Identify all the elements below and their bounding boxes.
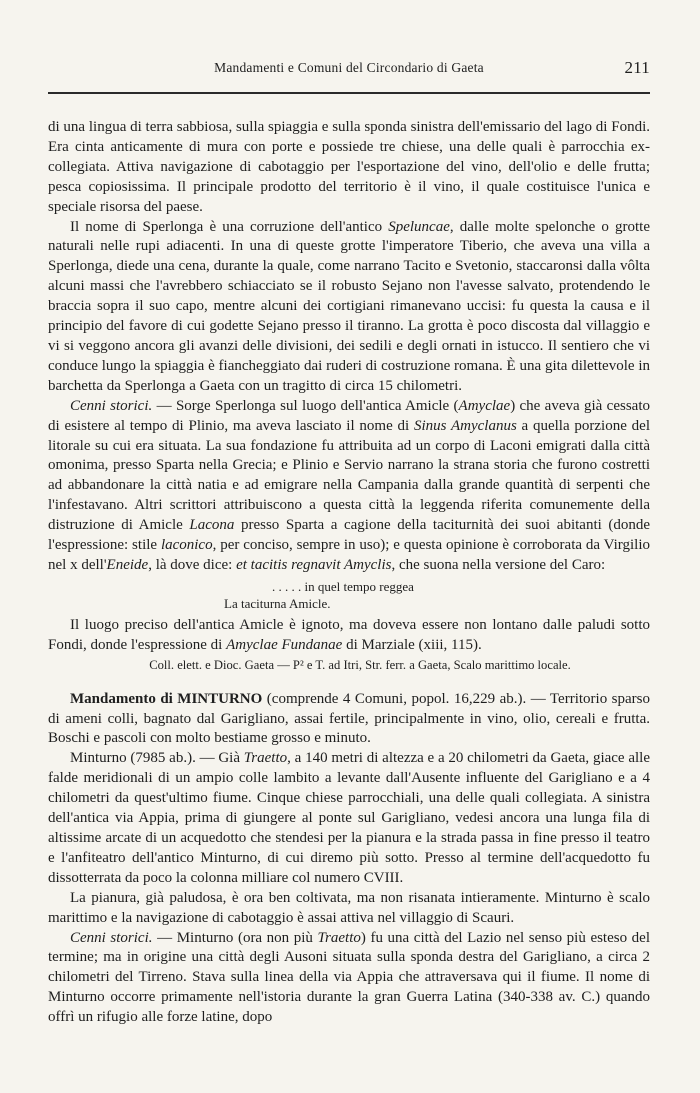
italic-term: Traetto	[317, 929, 361, 946]
section-gap	[48, 674, 650, 690]
text-run: a quella porzione del litorale su cui era situata. La sua fondazione fu attribuita ad un corpo di Laconi emigrati dalla città omonima, presso Sparta nella Grecia; e Plinio e Servio narrano la strana storia che furono costretti ad abbandonare la città natia e ad emigrare nella Campania dalla grande quantità di serpenti che l'infestavano. Altri scrittori attribuiscono a questa città la leggenda riferita comunemente della distruzione di Amicle	[48, 417, 650, 534]
paragraph-sperlonga-history	[48, 397, 650, 576]
header-rule	[48, 92, 650, 94]
verse-quote	[48, 578, 650, 612]
section-lead-italic: Cenni storici.	[70, 397, 153, 414]
text-run: ) che aveva già cessato di esistere al tempo di Plinio, ma aveva lasciato il nome di	[48, 397, 650, 434]
text-run: presso Sparta a cagione della taciturnità dei suoi abitanti (donde l'espressione: stile	[48, 517, 651, 554]
text-run: , che suona nella versione del Caro:	[391, 556, 606, 573]
text-run: — Minturno (ora non più	[152, 929, 318, 946]
italic-term: Eneide	[106, 556, 149, 573]
text-run: (comprende 4 Comuni, popol. 16,229 ab.). — Territorio sparso di ameni colli, bagnato dal Garigliano, assai fertile, principalmente in vino, olio, cereali e frutta. Boschi e pascoli con molto bestiame grosso e minuto.	[48, 690, 651, 747]
text-run: , a 140 metri di altezza e a 20 chilometri da Gaeta, giace alle falde meridionali di un ampio colle lambito a levante dall'Ausente influente del Garigliano e a 4 chilometri da quest'ultimo fiume. Cinque chiese parrocchiali, una delle quali collegiata. A sinistra dell'antica via Appia, prima di giungere al ponte sul Garigliano, vedesi ancora una lunga fila di altissime arcate di un acquedotto che stendesi per la pianura e la strada passa in fine presso il teatro e l'anfiteatro dell'antico Minturno, di cui diremo più sotto. Presso al termine dell'acquedotto fu dissotterrata da poco la colonna milliare col numero CVIII.	[48, 750, 650, 886]
italic-term: Amyclae	[458, 397, 511, 414]
section-lead-italic: Cenni storici.	[70, 929, 153, 946]
text-run: di Marziale (xiii, 115).	[342, 636, 482, 653]
text-run: , per conciso, sempre in uso); e questa opinione è corroborata da Virgilio nel x dell'	[48, 537, 650, 573]
text-run: Minturno (7985 ab.). — Già	[70, 750, 244, 767]
paragraph-amicle-location	[48, 616, 650, 656]
verse-line-2: La taciturna Amicle.	[224, 595, 331, 611]
italic-term: Amyclae Fundanae	[226, 636, 343, 653]
italic-term: Lacona	[189, 517, 235, 534]
text-run: Il luogo preciso dell'antica Amicle è ignoto, ma doveva essere non lontano dalle paludi sotto Fondi, donde l'espressione di	[48, 616, 650, 653]
italic-quote: et tacitis regnavit Amyclis	[236, 556, 392, 573]
page-number: 211	[624, 58, 650, 77]
italic-term: Traetto	[243, 750, 288, 767]
text-run: ) fu una città del Lazio nel senso più esteso del termine; ma in origine una città degli Ausoni situata sulla sponda destra del Garigliano, a circa 2 chilometri del Tirreno. Stava sulla linea della via Appia che attraversava qui il fiume. Il nome di Minturno occorre primamente nell'istoria durante la gran Guerra Latina (340-338 av. C.) quando offrì un rifugio alle forze latine, dopo	[48, 929, 651, 1026]
paragraph-sperlonga-description: di una lingua di terra sabbiosa, sulla spiaggia e sulla sponda sinistra dell'emissario del lago di Fondi. Era cinta anticamente di mura con porte e possiede tre chiese, una delle quali è parrocchia ex-collegiata. Attiva navigazione di cabotaggio per l'esportazione del vino, dell'olio e delle frutta; pesca copiosissima. Il principale prodotto del territorio è il vino, il quale costituisce l'unica e speciale risorsa del paese.	[48, 119, 650, 215]
section-heading: Mandamento di MINTURNO	[70, 690, 263, 707]
postal-note: Coll. elett. e Dioc. Gaeta — P² e T. ad Itri, Str. ferr. a Gaeta, Scalo marittimo locale.	[149, 657, 571, 672]
italic-term: Sinus Amyclanus	[413, 417, 517, 434]
header-title: Mandamenti e Comuni del Circondario di Gaeta	[214, 60, 484, 75]
italic-term: Speluncae	[388, 218, 450, 235]
paragraph-minturno-history	[48, 929, 650, 1029]
text-run: Il nome di Sperlonga è una corruzione dell'antico	[70, 218, 389, 235]
paragraph-minturno-plain: La pianura, già paludosa, è ora ben coltivata, ma non risanata intieramente. Minturno è scalo marittimo e la navigazione di cabotaggio è assai attiva nel villaggio di Scauri.	[48, 889, 650, 926]
text-run: — Sorge Sperlonga sul luogo dell'antica Amicle (	[152, 397, 459, 414]
text-run: , là dove dice:	[148, 556, 237, 573]
italic-term: laconico	[160, 537, 213, 554]
paragraph-sperlonga-name	[48, 218, 650, 397]
paragraph-minturno-mandamento	[48, 690, 650, 750]
paragraph-minturno-town	[48, 749, 650, 888]
text-run: , dalle molte spelonche o grotte naturali nelle rupi adiacenti. In una di queste grotte l'imperatore Tiberio, che aveva una villa a Sperlonga, diede una cena, durante la quale, come narrano Tacito e Svetonio, staccaronsi dalla vôlta alcuni massi che l'avrebbero schiacciato se il robusto Sejano non l'avesse salvato, protendendo le braccia sopra il suo capo, mentre alcuni dei cortigiani rimanevano uccisi: fu questa la causa e il principio del favore di cui godette Sejano presso il tiranno. La grotta è poco discosta dal villaggio e vi si veggono ancora gli avanzi delle divisioni, dei sedili e degli ornati in istucco. Il sentiero che vi conduce lungo la spiaggia è fiancheggiato dai ruderi di costruzione romana. È una gita dilettevole in barchetta da Sperlonga a Gaeta con un tragitto di circa 15 chilometri.	[48, 218, 650, 394]
verse-line-1: . . . . . in quel tempo reggea	[272, 578, 414, 594]
body-text	[48, 118, 650, 1028]
